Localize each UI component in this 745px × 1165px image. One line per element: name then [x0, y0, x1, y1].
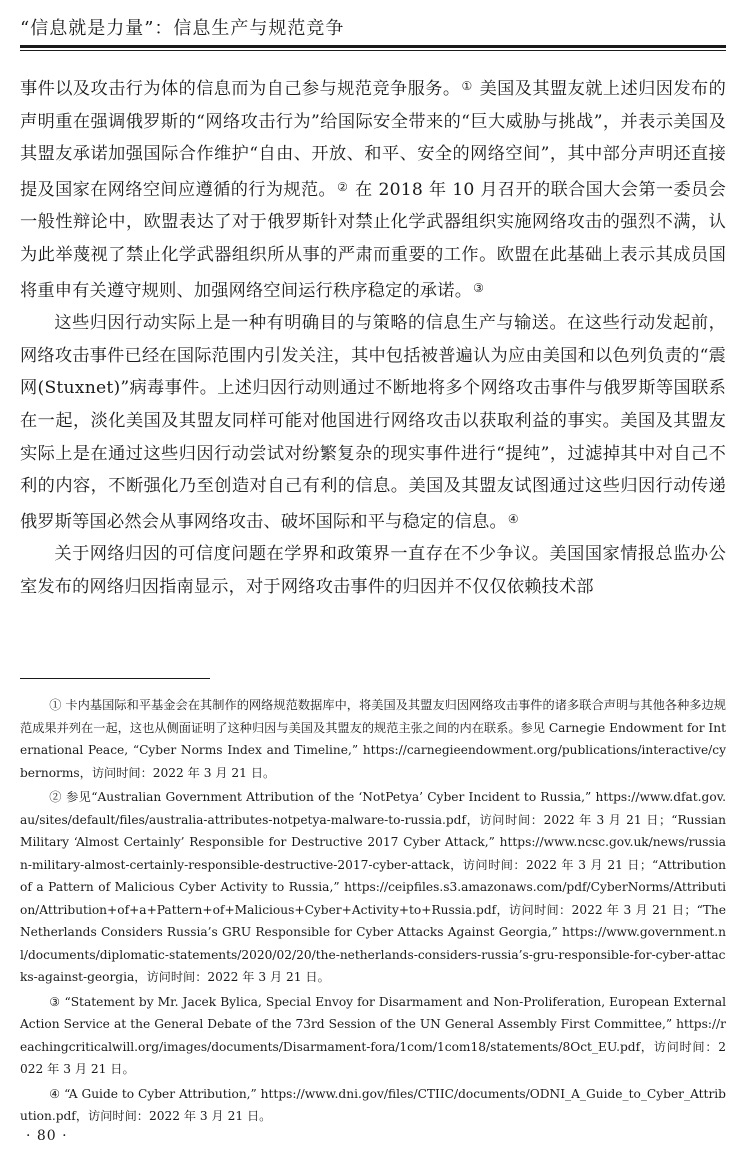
paragraph-1: [20, 70, 726, 307]
footnote-mark: ②: [49, 790, 62, 804]
footnote-text: “A Guide to Cyber Attribution,” https://www.dni.gov/files/CTIIC/documents/ODNI_A_Guide_to_Cyber_Attribution.pdf，访问时间：2022 年 3 月 21 日。: [20, 1086, 726, 1123]
header-rule-thin: [20, 50, 726, 51]
paragraph-1-part-a: 事件以及攻击行为体的信息而为自己参与规范竞争服务。: [20, 79, 461, 99]
footnote-4: [20, 1083, 726, 1128]
paragraph-1-part-c: 在 2018 年 10 月召开的联合国大会第一委员会一般性辩论中，欧盟表达了对于俄罗斯针对禁止化学武器组织实施网络攻击的强烈不满，认为此举蔑视了禁止化学武器组织所从事的严肃而重要的工作。欧盟在此基础上表示其成员国将重申有关遵守规则、加强网络空间运行秩序稳定的承诺。: [20, 179, 726, 301]
footnote-ref-1[interactable]: ①: [461, 79, 473, 93]
footnote-ref-3[interactable]: ③: [473, 280, 485, 295]
paragraph-2: [20, 307, 726, 538]
page-number: · 80 ·: [26, 1128, 68, 1144]
footnote-ref-2[interactable]: ②: [337, 179, 349, 194]
footnote-mark: ④: [49, 1086, 61, 1101]
footnote-ref-4[interactable]: ④: [507, 511, 519, 526]
paragraph-3: 关于网络归因的可信度问题在学界和政策界一直存在不少争议。美国国家情报总监办公室发布的网络归因指南显示，对于网络攻击事件的归因并不仅仅依赖技术部: [20, 544, 726, 597]
paragraph-2-text: 这些归因行动实际上是一种有明确目的与策略的信息生产与输送。在这些行动发起前，网络攻击事件已经在国际范围内引发关注，其中包括被普遍认为应由美国和以色列负责的“震网(Stuxnet)”病毒事件。上述归因行动则通过不断地将多个网络攻击事件与俄罗斯等国联系在一起，淡化美国及其盟友同样可能对他国进行网络攻击以获取利益的事实。美国及其盟友实际上是在通过这些归因行动尝试对纷繁复杂的现实事件进行“提纯”，过滤掉其中对自己不利的内容，不断强化乃至创造对自己有利的信息。美国及其盟友试图通过这些归因行动传递俄罗斯等国必然会从事网络攻击、破坏国际和平与稳定的信息。: [20, 313, 726, 532]
footnotes: [20, 694, 726, 1130]
footnote-text: “Statement by Mr. Jacek Bylica, Special Envoy for Disarmament and Non-Proliferation, European External Action Service at the General Debate of the 73rd Session of the UN General Assembly First Committee,” https://reachingcriticalwill.org/images/documents/Disarmament-fora/1com/1com18/statements/8Oct_EU.pdf，访问时间：2022 年 3 月 21 日。: [20, 994, 726, 1076]
header-rule-thick: [20, 45, 726, 48]
footnote-1: [20, 694, 726, 784]
footnote-text: 卡内基国际和平基金会在其制作的网络规范数据库中，将美国及其盟友归因网络攻击事件的诸多联合声明与其他各种多边规范成果并列在一起，这也从侧面证明了这种归因与美国及其盟友的规范主张之间的内在联系。参见 Carnegie Endowment for International Peace, “Cyber Norms Index and Timeline,” https://carnegieendowment.org/publications/interactive/cybernorms，访问时间：2022 年 3 月 21 日。: [20, 698, 726, 780]
footnote-separator: [20, 678, 210, 679]
footnote-mark: ③: [49, 994, 61, 1009]
running-header: “信息就是力量”：信息生产与规范竞争: [20, 18, 345, 39]
footnote-3: [20, 991, 726, 1081]
footnote-text: 参见“Australian Government Attribution of the ‘NotPetya’ Cyber Incident to Russia,” https://www.dfat.gov.au/sites/default/files/australia-attributes-notpetya-malware-to-russia.pdf，访问时间：2022 年 3 月 21 日；“Russian Military ‘Almost Certainly’ Responsible for Destructive 2017 Cyber Attack,” https://www.ncsc.gov.uk/news/russian-military-almost-certainly-responsible-destructive-2017-cyber-attack，访问时间：2022 年 3 月 21 日；“Attribution of a Pattern of Malicious Cyber Activity to Russia,” https://ceipfiles.s3.amazonaws.com/pdf/CyberNorms/Attribution/Attribution+of+a+Pattern+of+Malicious+Cyber+Activity+to+Russia.pdf，访问时间：2022 年 3 月 21 日；“The Netherlands Considers Russia’s GRU Responsible for Cyber Attacks Against Georgia,” https://www.government.nl/documents/diplomatic-statements/2020/02/20/the-netherlands-considers-russia’s-gru-responsible-for-cyber-attacks-against-georgia，访问时间：2022 年 3 月 21 日。: [20, 790, 727, 984]
footnote-mark: ①: [49, 698, 62, 712]
paragraph-1-part-b: 美国及其盟友就上述归因发布的声明重在强调俄罗斯的“网络攻击行为”给国际安全带来的“巨大威胁与挑战”，并表示美国及其盟友承诺加强国际合作维护“自由、开放、和平、安全的网络空间”，其中部分声明还直接提及国家在网络空间应遵循的行为规范。: [20, 79, 726, 200]
footnote-2: [20, 786, 726, 989]
body-text: [20, 70, 726, 604]
